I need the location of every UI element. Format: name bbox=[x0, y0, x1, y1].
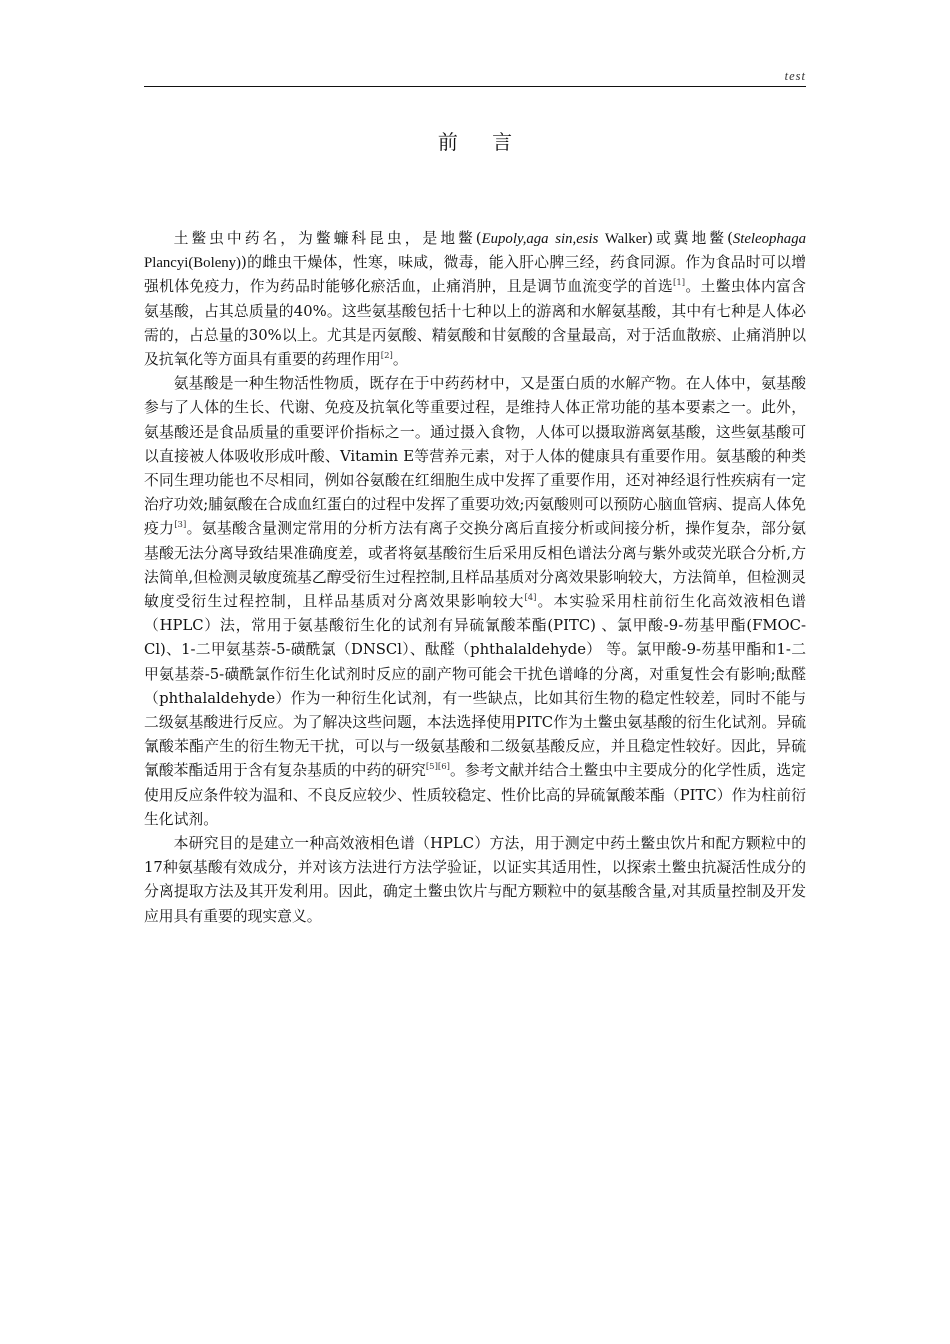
paragraph-text: 氨基酸是一种生物活性物质，既存在于中药药材中，又是蛋白质的水解产物。在人体中，氨基酸参与了人体的生长、代谢、免疫及抗氧化等重要过程，是维持人体正常功能的基本要素之一。此外，氨基酸还是食品质量的重要评价指标之一。通过摄入食物，人体可以摄取游离氨基酸，这些氨基酸可以直接被人体吸收形成叶酸、Vitamin E等营养元素，对于人体的健康具有重要作用。氨基酸的种类不同生理功能也不尽相同，例如谷氨酸在红细胞生成中发挥了重要作用，还对神经退行性疾病有一定治疗功效;脯氨酸在合成血红蛋白的过程中发挥了重要功效;丙氨酸则可以预防心脑血管病、提高人体免疫力 bbox=[144, 375, 806, 538]
paragraph-text: )的雌虫干燥体，性寒，味咸，微毒，能入肝心脾三经，药食同源。作为食品时可以增强机体免疫力，作为药品时能够化瘀活血，止痛消肿，且是调节血流变学的首选 bbox=[144, 254, 806, 296]
citation-ref: [1] bbox=[673, 278, 686, 289]
header-text: test bbox=[784, 69, 806, 83]
citation-ref: [5][6] bbox=[425, 762, 450, 773]
paragraph-text: )或冀地鳖( bbox=[647, 230, 733, 247]
citation-ref: [4] bbox=[524, 593, 537, 604]
paragraph-text: Plancyi(Boleny) bbox=[144, 255, 241, 272]
paragraph-text: 。 bbox=[392, 351, 408, 369]
citation-ref: [3] bbox=[174, 520, 187, 531]
document-body bbox=[144, 227, 806, 929]
species-name: Eupoly,aga sin,esis bbox=[481, 231, 599, 247]
species-name: Steleophaga bbox=[732, 231, 806, 247]
citation-ref: [2] bbox=[380, 351, 393, 362]
paragraph-text: 。参考文献并结合土鳖虫中主要成分的化学性质，选定使用反应条件较为温和、不良反应较少、性质较稳定、性价比高的异硫氰酸苯酯（PITC）作为柱前衍生化试剂。 bbox=[144, 762, 806, 828]
page-title: 前 言 bbox=[437, 130, 527, 154]
running-header bbox=[144, 66, 806, 87]
paragraph bbox=[144, 372, 806, 832]
paragraph-text: 本研究目的是建立一种高效液相色谱（HPLC）方法，用于测定中药土鳖虫饮片和配方颗粒中的17种氨基酸有效成分，并对该方法进行方法学验证，以证实其适用性，以探索土鳖虫抗凝活性成分的分离提取方法及其开发利用。因此，确定土鳖虫饮片与配方颗粒中的氨基酸含量,对其质量控制及开发应用具有重要的现实意义。 bbox=[144, 835, 806, 925]
paragraph bbox=[144, 227, 806, 372]
paragraph-text: 。土鳖虫体内富含氨基酸，占其总质量的40%。这些氨基酸包括十七种以上的游离和水解氨基酸，其中有七种是人体必需的，占总量的30%以上。尤其是丙氨酸、精氨酸和甘氨酸的含量最高，对于活血散瘀、止痛消肿以及抗氧化等方面具有重要的药理作用 bbox=[144, 278, 806, 369]
paragraph bbox=[144, 832, 806, 929]
paragraph-text: 。氨基酸含量测定常用的分析方法有离子交换分离后直接分析或间接分析，操作复杂，部分氨基酸无法分离导致结果准确度差，或者将氨基酸衍生后采用反相色谱法分离与紫外或荧光联合分析,方法简单,但检测灵敏度巯基乙醇受衍生过程控制,且样品基质对分离效果影响较大，方法简单，但检测灵敏度受衍生过程控制，且样品基质对分离效果影响较大 bbox=[144, 520, 806, 611]
paragraph-text: Walker bbox=[598, 231, 648, 247]
paragraph-text: 。本实验采用柱前衍生化高效液相色谱（HPLC）法，常用于氨基酸衍生化的试剂有异硫氰酸苯酯(PITC) 、氯甲酸-9-芴基甲酯(FMOC-Cl)、1-二甲氨基萘-5-磺酰氯（DNSCl）、酞醛（phthalaldehyde） 等。氯甲酸-9-芴基甲酯和1-二甲氨基萘-5-磺酰氯作衍生化试剂时反应的副产物可能会干扰色谱峰的分离，对重复性会有影响;酞醛（phthalaldehyde）作为一种衍生化试剂，有一些缺点，比如其衍生物的稳定性较差，同时不能与二级氨基酸进行反应。为了解决这些问题，本法选择使用PITC作为土鳖虫氨基酸的衍生化试剂。异硫氰酸苯酯产生的衍生物无干扰，可以与一级氨基酸和二级氨基酸反应，并且稳定性较好。因此，异硫氰酸苯酯适用于含有复杂基质的中药的研究 bbox=[144, 593, 806, 780]
paragraph-text: 土鳖虫中药名，为鳖蠊科昆虫，是地鳖( bbox=[173, 230, 482, 247]
